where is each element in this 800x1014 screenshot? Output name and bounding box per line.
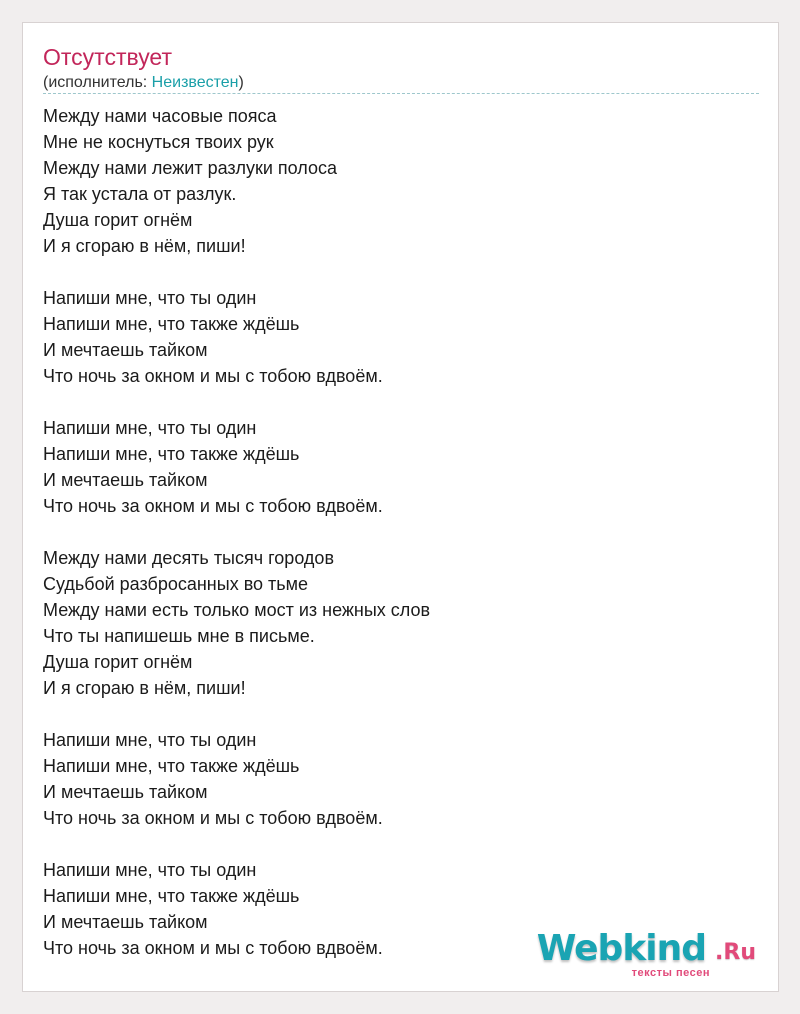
lyrics-line: Мне не коснуться твоих рук — [43, 132, 274, 152]
lyrics-card — [22, 22, 779, 992]
lyrics-line: Между нами десять тысяч городов — [43, 548, 335, 568]
stanza-break — [43, 519, 759, 545]
artist-suffix: ) — [238, 74, 244, 91]
logo-tld: .Ru — [715, 940, 756, 965]
lyrics-line: Между нами лежит разлуки полоса — [43, 158, 337, 178]
lyrics-text — [43, 103, 759, 961]
lyrics-line: Напиши мне, что ты один — [43, 288, 257, 308]
lyrics-line: Судьбой разбросанных во тьме — [43, 574, 309, 594]
lyrics-line: И мечтаешь тайком — [43, 340, 208, 360]
song-title: Отсутствует — [43, 44, 172, 70]
lyrics-line: Душа горит огнём — [43, 210, 193, 230]
lyrics-line: Напиши мне, что ты один — [43, 730, 257, 750]
lyrics-line: И я сгораю в нём, пиши! — [43, 236, 246, 256]
artist-prefix: (исполнитель: — [43, 74, 152, 91]
stanza-break — [43, 701, 759, 727]
lyrics-line: Напиши мне, что также ждёшь — [43, 756, 300, 776]
lyrics-line: Душа горит огнём — [43, 652, 193, 672]
stanza-break — [43, 831, 759, 857]
logo-tagline: тексты песен — [631, 967, 710, 979]
title-divider — [43, 93, 759, 94]
lyrics-line: Я так устала от разлук. — [43, 184, 237, 204]
lyrics-line: Что ночь за окном и мы с тобою вдвоём. — [43, 808, 383, 828]
lyrics-line: Что ночь за окном и мы с тобою вдвоём. — [43, 938, 383, 958]
logo-word: Webkind — [536, 928, 706, 969]
lyrics-line: Напиши мне, что также ждёшь — [43, 444, 300, 464]
lyrics-line: Напиши мне, что также ждёшь — [43, 886, 300, 906]
lyrics-line: Напиши мне, что ты один — [43, 418, 257, 438]
lyrics-line: Напиши мне, что ты один — [43, 860, 257, 880]
lyrics-line: Что ты напишешь мне в письме. — [43, 626, 315, 646]
stanza-break — [43, 389, 759, 415]
artist-link[interactable]: Неизвестен — [151, 74, 239, 91]
lyrics-line: Между нами часовые пояса — [43, 106, 277, 126]
lyrics-line: Что ночь за окном и мы с тобою вдвоём. — [43, 496, 383, 516]
lyrics-line: Что ночь за окном и мы с тобою вдвоём. — [43, 366, 383, 386]
artist-line — [43, 73, 244, 93]
lyrics-line: Напиши мне, что также ждёшь — [43, 314, 300, 334]
lyrics-line: И мечтаешь тайком — [43, 912, 208, 932]
lyrics-line: Между нами есть только мост из нежных слов — [43, 600, 431, 620]
lyrics-line: И мечтаешь тайком — [43, 470, 208, 490]
lyrics-line: И мечтаешь тайком — [43, 782, 208, 802]
lyrics-line: И я сгораю в нём, пиши! — [43, 678, 246, 698]
stanza-break — [43, 259, 759, 285]
webkind-logo[interactable] — [536, 928, 756, 981]
